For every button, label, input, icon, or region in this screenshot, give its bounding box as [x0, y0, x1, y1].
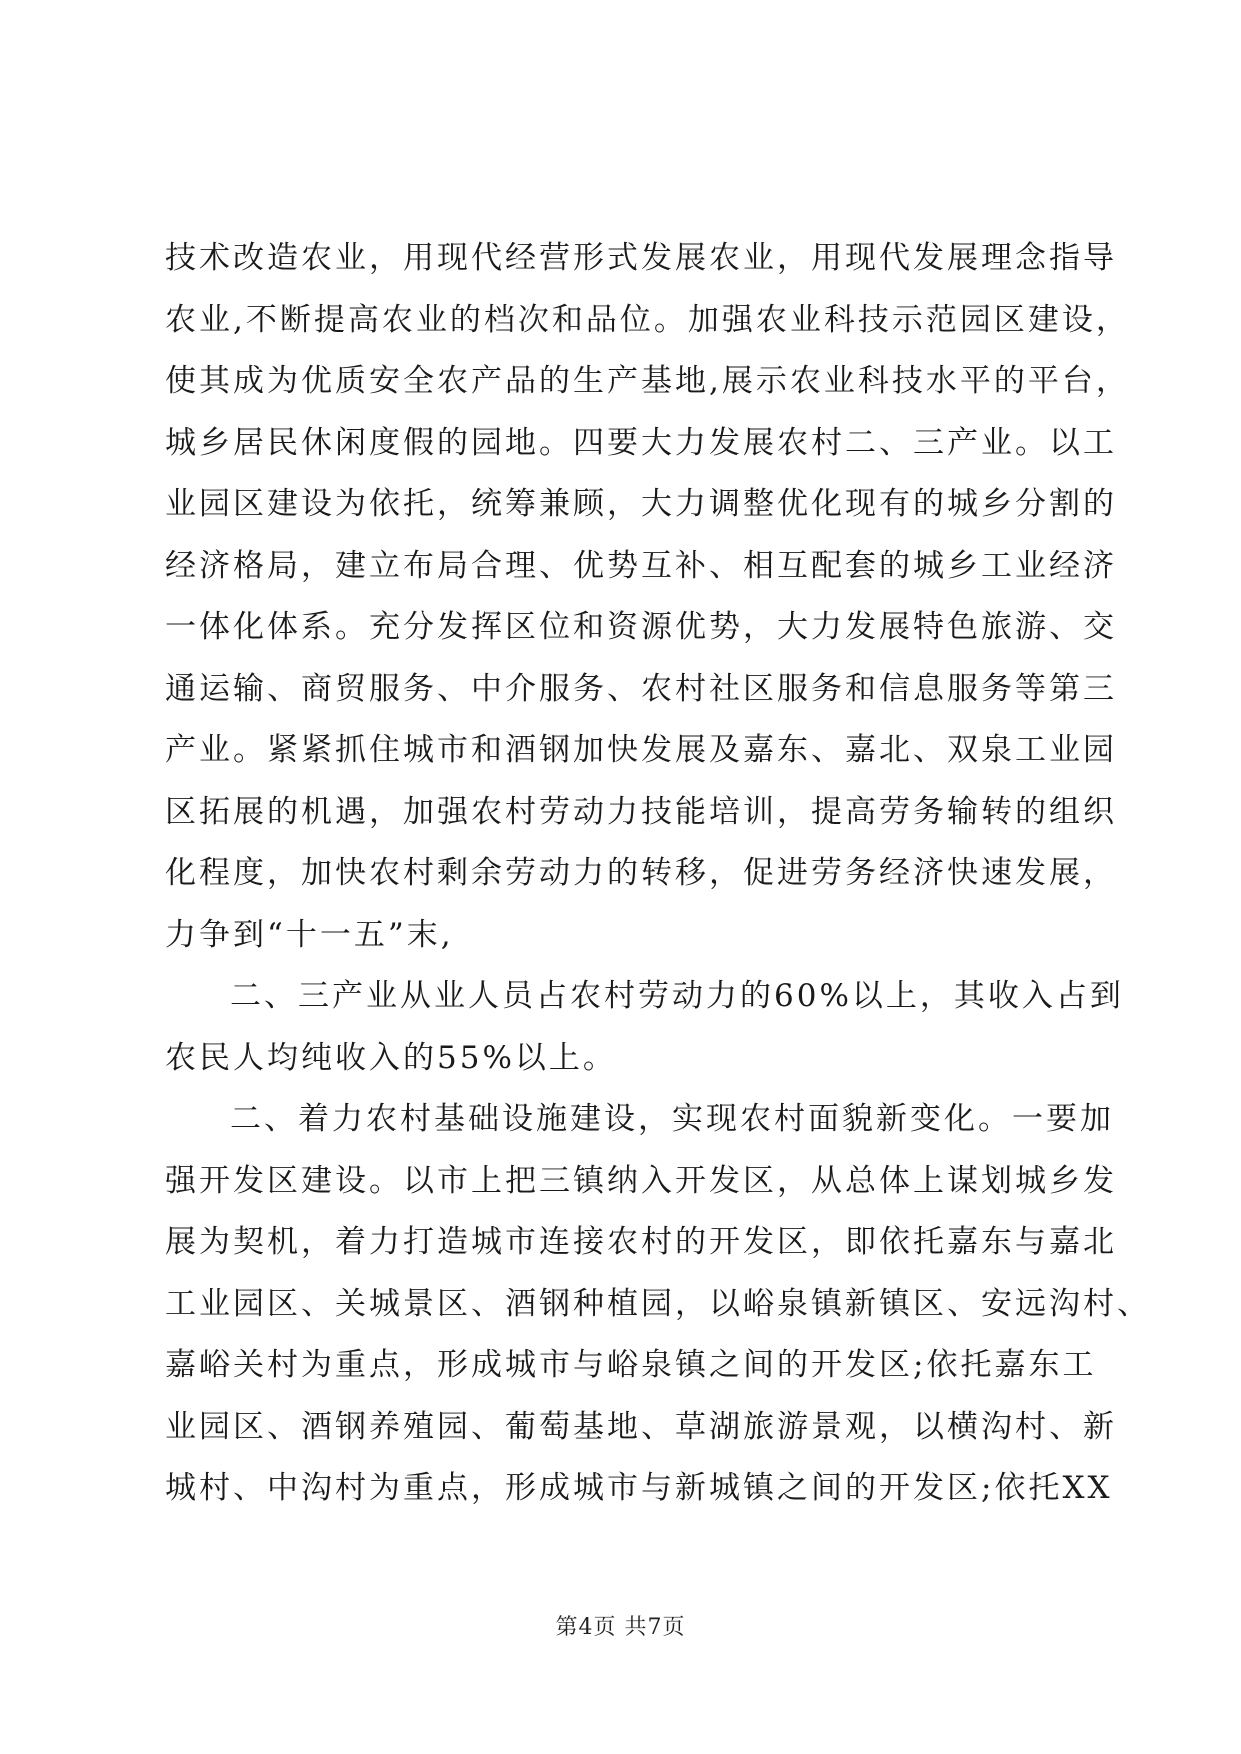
paragraph — [165, 1089, 1151, 1520]
text-line: 工业园区、关城景区、酒钢种植园，以峪泉镇新镇区、安远沟村、 — [165, 1285, 1151, 1322]
text-line: 强开发区建设。以市上把三镇纳入开发区，从总体上谋划城乡发 — [165, 1162, 1117, 1199]
text-line: 二、三产业从业人员占农村劳动力的60%以上，其收入占到 — [230, 978, 1124, 1014]
text-line: 通运输、商贸服务、中介服务、农村社区服务和信息服务等第三 — [165, 670, 1117, 707]
text-line: 城村、中沟村为重点，形成城市与新城镇之间的开发区;依托XX — [165, 1470, 1113, 1506]
text-line: 化程度，加快农村剩余劳动力的转移，促进劳务经济快速发展， — [165, 855, 1117, 891]
text-line: 使其成为优质安全农产品的生产基地,展示农业科技水平的平台， — [165, 363, 1130, 399]
body-text — [165, 228, 1151, 1520]
text-line: 农民人均纯收入的55%以上。 — [165, 1039, 617, 1076]
text-line: 区拓展的机遇，加强农村劳动力技能培训，提高劳务输转的组织 — [165, 793, 1117, 830]
text-line: 嘉峪关村为重点，形成城市与峪泉镇之间的开发区;依托嘉东工 — [165, 1347, 1097, 1383]
text-line: 业园区、酒钢养殖园、葡萄基地、草湖旅游景观，以横沟村、新 — [165, 1408, 1117, 1445]
paragraph — [165, 228, 1130, 966]
page-number-footer: 第4页 共7页 — [555, 1615, 686, 1640]
text-line: 业园区建设为依托，统筹兼顾，大力调整优化现有的城乡分割的 — [165, 486, 1117, 522]
text-line: 展为契机，着力打造城市连接农村的开发区，即依托嘉东与嘉北 — [165, 1224, 1117, 1260]
text-line: 农业,不断提高农业的档次和品位。加强农业科技示范园区建设， — [165, 301, 1130, 338]
text-line: 经济格局，建立布局合理、优势互补、相互配套的城乡工业经济 — [165, 547, 1117, 584]
text-line: 二、着力农村基础设施建设，实现农村面貌新变化。一要加 — [230, 1101, 1114, 1137]
text-line: 产业。紧紧抓住城市和酒钢加快发展及嘉东、嘉北、双泉工业园 — [165, 732, 1117, 768]
paragraph — [165, 966, 1124, 1089]
text-line: 力争到“十一五”末, — [165, 916, 454, 953]
text-line: 城乡居民休闲度假的园地。四要大力发展农村二、三产业。以工 — [165, 424, 1117, 461]
text-line: 技术改造农业，用现代经营形式发展农业，用现代发展理念指导 — [165, 240, 1117, 276]
text-line: 一体化体系。充分发挥区位和资源优势，大力发展特色旅游、交 — [165, 609, 1117, 645]
